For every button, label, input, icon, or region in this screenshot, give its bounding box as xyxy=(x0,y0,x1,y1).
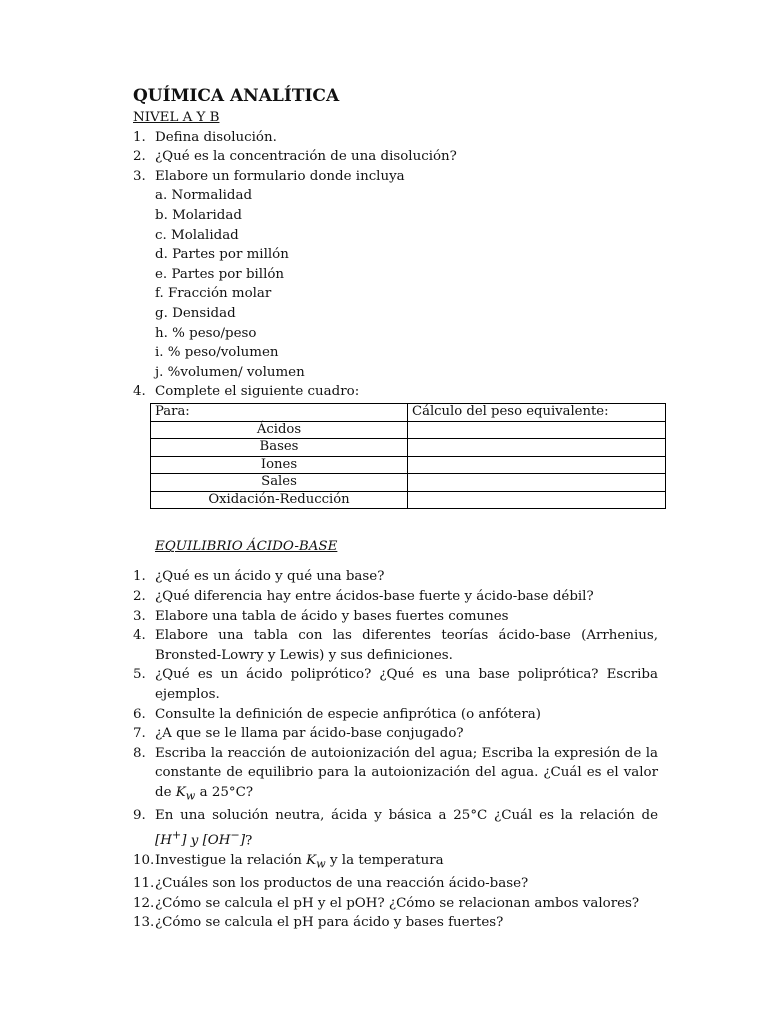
item-text-part: Investigue la relación xyxy=(155,852,307,868)
item-text-part: En una solución neutra, ácida y básica a 25°C ¿Cuál es la relación de xyxy=(155,808,658,824)
page-title: QUÍMICA ANALÍTICA xyxy=(133,86,340,106)
document-body xyxy=(133,84,658,933)
sub-item: a. Normalidad xyxy=(155,188,253,204)
hydroxide-ion-expression xyxy=(202,828,246,849)
item-number: 2. xyxy=(133,589,146,605)
list-item xyxy=(133,665,658,704)
item-number: 4. xyxy=(133,384,146,400)
table-cell-empty xyxy=(408,439,666,457)
item-number: 11. xyxy=(133,876,155,892)
item-text-part: y la temperatura xyxy=(325,852,444,868)
sub-item: g. Densidad xyxy=(155,305,236,321)
table-cell: Sales xyxy=(151,474,408,492)
table-cell: Iones xyxy=(151,456,408,474)
item-number: 3. xyxy=(133,608,146,624)
item-number: 3. xyxy=(133,168,146,184)
table-cell-empty xyxy=(408,491,666,509)
item-text: Complete el siguiente cuadro: xyxy=(155,384,360,400)
table-header-cell: Para: xyxy=(151,403,408,421)
hydrogen-ion-expression xyxy=(155,828,187,849)
list-item xyxy=(133,806,658,851)
item-text: ¿Cómo se calcula el pH para ácido y bases fuertes? xyxy=(155,915,504,931)
kw-subscript: w xyxy=(316,857,326,871)
list-item xyxy=(133,744,658,806)
kw-symbol xyxy=(175,785,196,803)
item-number: 2. xyxy=(133,149,146,165)
item-number: 6. xyxy=(133,706,146,722)
item-text: ¿Qué es un ácido poliprótico? ¿Qué es una base poliprótica? Escriba ejemplos. xyxy=(155,667,658,703)
list-item xyxy=(133,705,658,725)
item-number: 4. xyxy=(133,628,146,644)
sub-item: f. Fracción molar xyxy=(155,286,272,302)
section-title: EQUILIBRIO ÁCIDO-BASE xyxy=(155,539,338,555)
table-cell: Oxidación-Reducción xyxy=(151,491,408,509)
table-row xyxy=(151,439,666,457)
item-text: ¿Qué es un ácido y qué una base? xyxy=(155,569,385,585)
item-text xyxy=(155,851,658,874)
item-number: 10. xyxy=(133,852,155,868)
item-text: ¿Cómo se calcula el pH y el pOH? ¿Cómo se relacionan ambos valores? xyxy=(155,895,640,911)
item-number: 12. xyxy=(133,895,155,911)
item-text: Elabore un formulario donde incluya xyxy=(155,168,405,184)
h-ion: [H xyxy=(155,833,172,849)
item-number: 8. xyxy=(133,745,146,761)
oh-superscript: − xyxy=(230,828,240,842)
table-cell-empty xyxy=(408,474,666,492)
item-number: 7. xyxy=(133,726,146,742)
list-item xyxy=(133,607,658,627)
item-number: 9. xyxy=(133,808,146,824)
table-row xyxy=(151,421,666,439)
item-text-part: a 25°C? xyxy=(195,785,253,800)
list-item xyxy=(133,894,658,914)
list-item xyxy=(133,167,658,187)
item-text: ¿A que se le llama par ácido-base conjugado? xyxy=(155,726,464,742)
sub-item: c. Molalidad xyxy=(155,227,239,243)
table-header-row xyxy=(151,403,666,421)
list-item xyxy=(133,874,658,894)
item-text: ¿Qué es la concentración de una disolución? xyxy=(155,149,457,165)
equivalent-weight-table xyxy=(150,403,666,510)
kw-letter: K xyxy=(175,785,186,800)
kw-symbol xyxy=(306,852,326,871)
kw-letter: K xyxy=(306,852,317,868)
oh-ion: [OH xyxy=(202,833,231,849)
conjunction: y xyxy=(186,833,203,849)
list-item xyxy=(133,128,658,148)
item-text: Elabore una tabla con las diferentes teorías ácido-base (Arrhenius, Bronsted-Lowry y Lewis) y sus definiciones. xyxy=(155,628,658,663)
list-item xyxy=(133,567,658,587)
sub-item: j. %volumen/ volumen xyxy=(155,364,305,380)
list-item xyxy=(133,724,658,744)
item-text xyxy=(155,744,658,806)
sub-item: d. Partes por millón xyxy=(155,247,289,263)
item-number: 13. xyxy=(133,915,155,931)
table-row xyxy=(151,491,666,509)
table-row xyxy=(151,474,666,492)
table-cell: Ácidos xyxy=(151,421,408,439)
list-item xyxy=(133,851,658,874)
level-subtitle: NIVEL A Y B xyxy=(133,110,220,125)
sub-item: b. Molaridad xyxy=(155,207,242,223)
item-text: Elabore una tabla de ácido y bases fuertes comunes xyxy=(155,608,509,624)
table-cell-empty xyxy=(408,456,666,474)
sub-item: e. Partes por billón xyxy=(155,266,285,282)
item-text xyxy=(155,806,658,851)
item-text: Consulte la definición de especie anfiprótica (o anfótera) xyxy=(155,706,541,722)
kw-subscript: w xyxy=(185,789,196,803)
table-row xyxy=(151,456,666,474)
sub-item: h. % peso/peso xyxy=(155,325,257,341)
sub-item: i. % peso/volumen xyxy=(155,345,279,361)
list-item xyxy=(133,626,658,665)
item-text: ¿Qué diferencia hay entre ácidos-base fuerte y ácido-base débil? xyxy=(155,589,594,605)
list-item xyxy=(133,147,658,167)
list-item xyxy=(133,913,658,933)
list-item xyxy=(133,587,658,607)
item-number: 1. xyxy=(133,129,146,145)
item-number: 1. xyxy=(133,569,146,585)
h-bracket: ] xyxy=(181,833,187,849)
h-superscript: + xyxy=(171,828,182,842)
item-text-part: ? xyxy=(245,833,253,849)
list-item xyxy=(133,382,658,402)
oh-bracket: ] xyxy=(239,833,246,849)
table-cell-empty xyxy=(408,421,666,439)
table-header-cell: Cálculo del peso equivalente: xyxy=(408,403,666,421)
item-number: 5. xyxy=(133,667,146,683)
item-text-part: Escriba la reacción de autoionización del agua; Escriba la expresión de la constante de equilibrio para la autoionización del agua. ¿Cuál es el valor de xyxy=(155,745,658,800)
table-cell: Bases xyxy=(151,439,408,457)
item-text: Defina disolución. xyxy=(155,129,277,145)
item-text: ¿Cuáles son los productos de una reacción ácido-base? xyxy=(155,876,529,892)
